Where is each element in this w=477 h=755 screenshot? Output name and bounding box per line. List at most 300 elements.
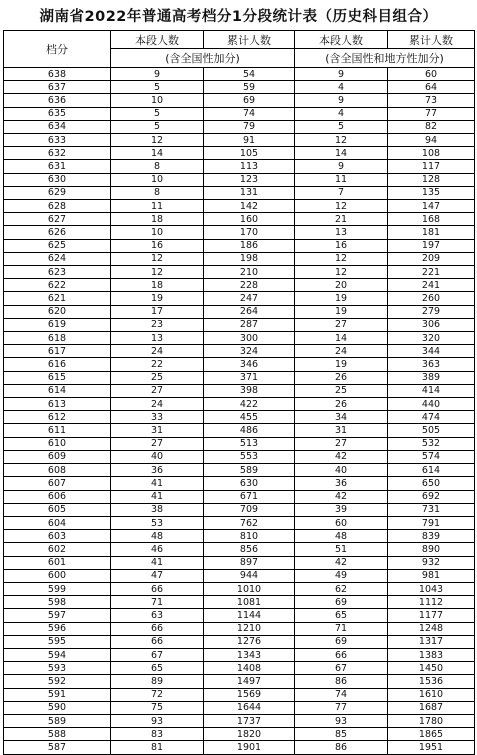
- score-cell: 624: [4, 252, 111, 265]
- national-count-cell: 16: [111, 239, 204, 252]
- combined-count-cell: 16: [295, 239, 388, 252]
- combined-count-cell: 34: [295, 411, 388, 424]
- score-cell: 613: [4, 398, 111, 411]
- score-cell: 623: [4, 266, 111, 279]
- national-cumulative-header: 累计人数: [204, 31, 295, 49]
- national-cumulative-cell: 1081: [204, 596, 295, 609]
- combined-cumulative-cell: 108: [388, 147, 475, 160]
- combined-cumulative-cell: 650: [388, 477, 475, 490]
- national-cumulative-cell: 513: [204, 437, 295, 450]
- score-cell: 599: [4, 582, 111, 595]
- combined-count-cell: 60: [295, 516, 388, 529]
- national-cumulative-cell: 54: [204, 68, 295, 81]
- combined-count-cell: 9: [295, 160, 388, 173]
- table-body: [4, 68, 475, 755]
- national-cumulative-cell: 198: [204, 252, 295, 265]
- combined-count-cell: 51: [295, 543, 388, 556]
- national-cumulative-cell: 671: [204, 490, 295, 503]
- score-cell: 608: [4, 464, 111, 477]
- table-row: [4, 239, 475, 252]
- national-count-cell: 38: [111, 503, 204, 516]
- national-count-cell: 8: [111, 160, 204, 173]
- score-cell: 617: [4, 345, 111, 358]
- combined-count-cell: 12: [295, 200, 388, 213]
- combined-cumulative-cell: 474: [388, 411, 475, 424]
- score-cell: 634: [4, 120, 111, 133]
- combined-cumulative-cell: 414: [388, 384, 475, 397]
- combined-count-cell: 12: [295, 266, 388, 279]
- combined-cumulative-cell: 574: [388, 450, 475, 463]
- combined-count-cell: 69: [295, 635, 388, 648]
- combined-count-cell: 65: [295, 609, 388, 622]
- table-row: [4, 398, 475, 411]
- combined-count-cell: 93: [295, 714, 388, 727]
- national-count-cell: 27: [111, 384, 204, 397]
- page-title: 湖南省2022年普通高考档分1分段统计表（历史科目组合）: [39, 8, 438, 25]
- national-cumulative-cell: 131: [204, 186, 295, 199]
- table-row: [4, 305, 475, 318]
- score-cell: 600: [4, 569, 111, 582]
- combined-cumulative-cell: 1177: [388, 609, 475, 622]
- combined-cumulative-cell: 64: [388, 81, 475, 94]
- national-cumulative-cell: 210: [204, 266, 295, 279]
- national-cumulative-cell: 630: [204, 477, 295, 490]
- combined-count-cell: 13: [295, 226, 388, 239]
- national-cumulative-cell: 186: [204, 239, 295, 252]
- national-cumulative-cell: 371: [204, 371, 295, 384]
- national-cumulative-cell: 709: [204, 503, 295, 516]
- national-cumulative-cell: 455: [204, 411, 295, 424]
- national-cumulative-cell: 1276: [204, 635, 295, 648]
- score-cell: 609: [4, 450, 111, 463]
- score-cell: 612: [4, 411, 111, 424]
- score-cell: 620: [4, 305, 111, 318]
- national-count-cell: 9: [111, 68, 204, 81]
- table-row: [4, 609, 475, 622]
- score-cell: 630: [4, 173, 111, 186]
- table-row: [4, 160, 475, 173]
- national-count-cell: 18: [111, 213, 204, 226]
- score-cell: 618: [4, 332, 111, 345]
- national-count-cell: 41: [111, 490, 204, 503]
- table-row: [4, 741, 475, 754]
- score-cell: 607: [4, 477, 111, 490]
- combined-cumulative-cell: 320: [388, 332, 475, 345]
- table-row: [4, 582, 475, 595]
- score-cell: 619: [4, 318, 111, 331]
- national-cumulative-cell: 105: [204, 147, 295, 160]
- combined-cumulative-cell: 221: [388, 266, 475, 279]
- national-cumulative-cell: 897: [204, 556, 295, 569]
- national-cumulative-cell: 1144: [204, 609, 295, 622]
- combined-cumulative-cell: 279: [388, 305, 475, 318]
- national-count-cell: 89: [111, 675, 204, 688]
- national-count-cell: 5: [111, 81, 204, 94]
- combined-count-cell: 40: [295, 464, 388, 477]
- national-count-cell: 36: [111, 464, 204, 477]
- national-count-cell: 8: [111, 186, 204, 199]
- national-count-cell: 14: [111, 147, 204, 160]
- combined-count-cell: 71: [295, 622, 388, 635]
- combined-count-cell: 49: [295, 569, 388, 582]
- combined-cumulative-cell: 1383: [388, 648, 475, 661]
- table-row: [4, 622, 475, 635]
- national-count-cell: 11: [111, 200, 204, 213]
- national-cumulative-cell: 324: [204, 345, 295, 358]
- national-count-cell: 10: [111, 226, 204, 239]
- combined-count-cell: 26: [295, 398, 388, 411]
- score-cell: 635: [4, 107, 111, 120]
- national-count-cell: 66: [111, 622, 204, 635]
- combined-count-cell: 5: [295, 120, 388, 133]
- national-count-cell: 48: [111, 530, 204, 543]
- national-count-cell: 25: [111, 371, 204, 384]
- combined-count-cell: 85: [295, 728, 388, 741]
- score-cell: 592: [4, 675, 111, 688]
- table-row: [4, 490, 475, 503]
- national-cumulative-cell: 810: [204, 530, 295, 543]
- table-row: [4, 648, 475, 661]
- national-cumulative-cell: 856: [204, 543, 295, 556]
- score-cell: 638: [4, 68, 111, 81]
- combined-count-cell: 36: [295, 477, 388, 490]
- national-count-cell: 18: [111, 279, 204, 292]
- national-cumulative-cell: 762: [204, 516, 295, 529]
- combined-cumulative-cell: 344: [388, 345, 475, 358]
- combined-cumulative-cell: 1450: [388, 662, 475, 675]
- table-row: [4, 556, 475, 569]
- table-row: [4, 701, 475, 714]
- national-count-cell: 83: [111, 728, 204, 741]
- national-cumulative-cell: 160: [204, 213, 295, 226]
- table-row: [4, 81, 475, 94]
- national-cumulative-cell: 1210: [204, 622, 295, 635]
- table-row: [4, 120, 475, 133]
- table-row: [4, 424, 475, 437]
- combined-count-cell: 20: [295, 279, 388, 292]
- score-cell: 605: [4, 503, 111, 516]
- table-row: [4, 569, 475, 582]
- score-cell: 616: [4, 358, 111, 371]
- table-row: [4, 200, 475, 213]
- national-cumulative-cell: 1644: [204, 701, 295, 714]
- combined-count-cell: 12: [295, 134, 388, 147]
- national-count-header: 本段人数: [111, 31, 204, 49]
- table-row: [4, 134, 475, 147]
- national-count-cell: 24: [111, 398, 204, 411]
- national-count-cell: 27: [111, 437, 204, 450]
- combined-cumulative-cell: 532: [388, 437, 475, 450]
- table-row: [4, 252, 475, 265]
- table-row: [4, 530, 475, 543]
- combined-cumulative-cell: 82: [388, 120, 475, 133]
- national-cumulative-cell: 1737: [204, 714, 295, 727]
- national-count-cell: 12: [111, 252, 204, 265]
- combined-cumulative-cell: 1951: [388, 741, 475, 754]
- score-cell: 594: [4, 648, 111, 661]
- national-bonus-note: (含全国性加分): [111, 49, 295, 68]
- combined-count-cell: 19: [295, 358, 388, 371]
- combined-cumulative-cell: 77: [388, 107, 475, 120]
- table-row: [4, 477, 475, 490]
- combined-cumulative-cell: 692: [388, 490, 475, 503]
- national-cumulative-cell: 300: [204, 332, 295, 345]
- combined-count-cell: 67: [295, 662, 388, 675]
- score-cell: 606: [4, 490, 111, 503]
- combined-count-cell: 31: [295, 424, 388, 437]
- national-count-cell: 31: [111, 424, 204, 437]
- table-row: [4, 266, 475, 279]
- combined-count-cell: 11: [295, 173, 388, 186]
- national-cumulative-cell: 1497: [204, 675, 295, 688]
- national-count-cell: 71: [111, 596, 204, 609]
- national-count-cell: 40: [111, 450, 204, 463]
- score-cell: 611: [4, 424, 111, 437]
- combined-cumulative-cell: 181: [388, 226, 475, 239]
- combined-cumulative-cell: 147: [388, 200, 475, 213]
- score-cell: 629: [4, 186, 111, 199]
- combined-count-cell: 24: [295, 345, 388, 358]
- table-row: [4, 635, 475, 648]
- score-cell: 602: [4, 543, 111, 556]
- national-cumulative-cell: 264: [204, 305, 295, 318]
- combined-cumulative-cell: 1043: [388, 582, 475, 595]
- national-count-cell: 81: [111, 741, 204, 754]
- table-row: [4, 384, 475, 397]
- combined-count-cell: 77: [295, 701, 388, 714]
- national-cumulative-cell: 346: [204, 358, 295, 371]
- national-count-cell: 65: [111, 662, 204, 675]
- national-cumulative-cell: 1820: [204, 728, 295, 741]
- table-row: [4, 107, 475, 120]
- combined-cumulative-cell: 839: [388, 530, 475, 543]
- table-row: [4, 279, 475, 292]
- combined-count-cell: 14: [295, 147, 388, 160]
- combined-count-cell: 4: [295, 107, 388, 120]
- combined-count-cell: 62: [295, 582, 388, 595]
- national-cumulative-cell: 486: [204, 424, 295, 437]
- combined-cumulative-cell: 94: [388, 134, 475, 147]
- combined-cumulative-cell: 1317: [388, 635, 475, 648]
- table-row: [4, 688, 475, 701]
- national-count-cell: 17: [111, 305, 204, 318]
- national-count-cell: 47: [111, 569, 204, 582]
- combined-cumulative-cell: 209: [388, 252, 475, 265]
- table-row: [4, 675, 475, 688]
- table-row: [4, 173, 475, 186]
- table-row: [4, 345, 475, 358]
- national-count-cell: 72: [111, 688, 204, 701]
- combined-cumulative-cell: 791: [388, 516, 475, 529]
- table-row: [4, 213, 475, 226]
- combined-cumulative-cell: 117: [388, 160, 475, 173]
- score-cell: 636: [4, 94, 111, 107]
- national-cumulative-cell: 113: [204, 160, 295, 173]
- table-row: [4, 437, 475, 450]
- score-cell: 631: [4, 160, 111, 173]
- national-count-cell: 10: [111, 94, 204, 107]
- national-count-cell: 12: [111, 266, 204, 279]
- table-row: [4, 662, 475, 675]
- combined-count-cell: 25: [295, 384, 388, 397]
- national-cumulative-cell: 1343: [204, 648, 295, 661]
- combined-cumulative-cell: 890: [388, 543, 475, 556]
- national-count-cell: 53: [111, 516, 204, 529]
- national-cumulative-cell: 142: [204, 200, 295, 213]
- combined-count-cell: 26: [295, 371, 388, 384]
- table-row: [4, 318, 475, 331]
- score-cell: 625: [4, 239, 111, 252]
- combined-cumulative-header: 累计人数: [388, 31, 475, 49]
- national-count-cell: 63: [111, 609, 204, 622]
- combined-count-cell: 42: [295, 490, 388, 503]
- table-row: [4, 147, 475, 160]
- national-cumulative-cell: 1408: [204, 662, 295, 675]
- national-count-cell: 24: [111, 345, 204, 358]
- score-cell: 597: [4, 609, 111, 622]
- national-count-cell: 46: [111, 543, 204, 556]
- combined-count-cell: 14: [295, 332, 388, 345]
- score-cell: 593: [4, 662, 111, 675]
- combined-count-cell: 19: [295, 305, 388, 318]
- score-cell: 604: [4, 516, 111, 529]
- national-cumulative-cell: 69: [204, 94, 295, 107]
- national-count-cell: 23: [111, 318, 204, 331]
- table-header: [4, 31, 475, 68]
- table-row: [4, 371, 475, 384]
- score-cell: 621: [4, 292, 111, 305]
- national-count-cell: 13: [111, 332, 204, 345]
- national-cumulative-cell: 422: [204, 398, 295, 411]
- national-count-cell: 66: [111, 635, 204, 648]
- combined-cumulative-cell: 389: [388, 371, 475, 384]
- national-count-cell: 5: [111, 107, 204, 120]
- combined-bonus-note: (含全国性和地方性加分): [295, 49, 475, 68]
- score-cell: 628: [4, 200, 111, 213]
- combined-count-cell: 42: [295, 556, 388, 569]
- score-table: [3, 30, 475, 755]
- combined-cumulative-cell: 168: [388, 213, 475, 226]
- table-row: [4, 728, 475, 741]
- table-row: [4, 68, 475, 81]
- combined-cumulative-cell: 197: [388, 239, 475, 252]
- combined-count-cell: 74: [295, 688, 388, 701]
- table-row: [4, 332, 475, 345]
- national-cumulative-cell: 944: [204, 569, 295, 582]
- national-count-cell: 5: [111, 120, 204, 133]
- national-count-cell: 33: [111, 411, 204, 424]
- combined-cumulative-cell: 981: [388, 569, 475, 582]
- score-cell: 610: [4, 437, 111, 450]
- national-cumulative-cell: 287: [204, 318, 295, 331]
- combined-count-cell: 39: [295, 503, 388, 516]
- combined-cumulative-cell: 1112: [388, 596, 475, 609]
- score-cell: 598: [4, 596, 111, 609]
- national-count-cell: 67: [111, 648, 204, 661]
- table-row: [4, 543, 475, 556]
- table-row: [4, 411, 475, 424]
- score-cell: 587: [4, 741, 111, 754]
- national-cumulative-cell: 59: [204, 81, 295, 94]
- table-row: [4, 516, 475, 529]
- national-cumulative-cell: 91: [204, 134, 295, 147]
- combined-count-cell: 12: [295, 252, 388, 265]
- score-cell: 603: [4, 530, 111, 543]
- score-cell: 590: [4, 701, 111, 714]
- score-cell: 591: [4, 688, 111, 701]
- combined-cumulative-cell: 614: [388, 464, 475, 477]
- score-cell: 626: [4, 226, 111, 239]
- national-count-cell: 41: [111, 556, 204, 569]
- combined-cumulative-cell: 306: [388, 318, 475, 331]
- combined-count-cell: 19: [295, 292, 388, 305]
- national-count-cell: 41: [111, 477, 204, 490]
- national-cumulative-cell: 123: [204, 173, 295, 186]
- combined-cumulative-cell: 505: [388, 424, 475, 437]
- score-cell: 632: [4, 147, 111, 160]
- combined-cumulative-cell: 731: [388, 503, 475, 516]
- score-cell: 595: [4, 635, 111, 648]
- table-row: [4, 464, 475, 477]
- combined-cumulative-cell: 135: [388, 186, 475, 199]
- national-count-cell: 12: [111, 134, 204, 147]
- score-column-header: 档分: [4, 31, 111, 68]
- combined-count-cell: 21: [295, 213, 388, 226]
- score-cell: 588: [4, 728, 111, 741]
- score-cell: 589: [4, 714, 111, 727]
- national-count-cell: 19: [111, 292, 204, 305]
- national-cumulative-cell: 1010: [204, 582, 295, 595]
- combined-cumulative-cell: 241: [388, 279, 475, 292]
- national-count-cell: 93: [111, 714, 204, 727]
- table-row: [4, 358, 475, 371]
- national-count-cell: 75: [111, 701, 204, 714]
- table-row: [4, 226, 475, 239]
- national-count-cell: 10: [111, 173, 204, 186]
- combined-cumulative-cell: 1610: [388, 688, 475, 701]
- combined-cumulative-cell: 73: [388, 94, 475, 107]
- combined-count-cell: 69: [295, 596, 388, 609]
- combined-cumulative-cell: 932: [388, 556, 475, 569]
- score-cell: 627: [4, 213, 111, 226]
- table-row: [4, 596, 475, 609]
- national-cumulative-cell: 247: [204, 292, 295, 305]
- national-cumulative-cell: 553: [204, 450, 295, 463]
- national-count-cell: 66: [111, 582, 204, 595]
- national-cumulative-cell: 398: [204, 384, 295, 397]
- combined-count-cell: 7: [295, 186, 388, 199]
- national-cumulative-cell: 1901: [204, 741, 295, 754]
- national-cumulative-cell: 79: [204, 120, 295, 133]
- combined-cumulative-cell: 440: [388, 398, 475, 411]
- score-cell: 596: [4, 622, 111, 635]
- combined-count-header: 本段人数: [295, 31, 388, 49]
- table-row: [4, 714, 475, 727]
- national-cumulative-cell: 589: [204, 464, 295, 477]
- combined-count-cell: 4: [295, 81, 388, 94]
- combined-count-cell: 66: [295, 648, 388, 661]
- score-cell: 615: [4, 371, 111, 384]
- national-cumulative-cell: 170: [204, 226, 295, 239]
- score-cell: 633: [4, 134, 111, 147]
- national-cumulative-cell: 228: [204, 279, 295, 292]
- combined-count-cell: 42: [295, 450, 388, 463]
- score-cell: 637: [4, 81, 111, 94]
- score-cell: 601: [4, 556, 111, 569]
- combined-cumulative-cell: 1536: [388, 675, 475, 688]
- score-cell: 614: [4, 384, 111, 397]
- combined-count-cell: 9: [295, 94, 388, 107]
